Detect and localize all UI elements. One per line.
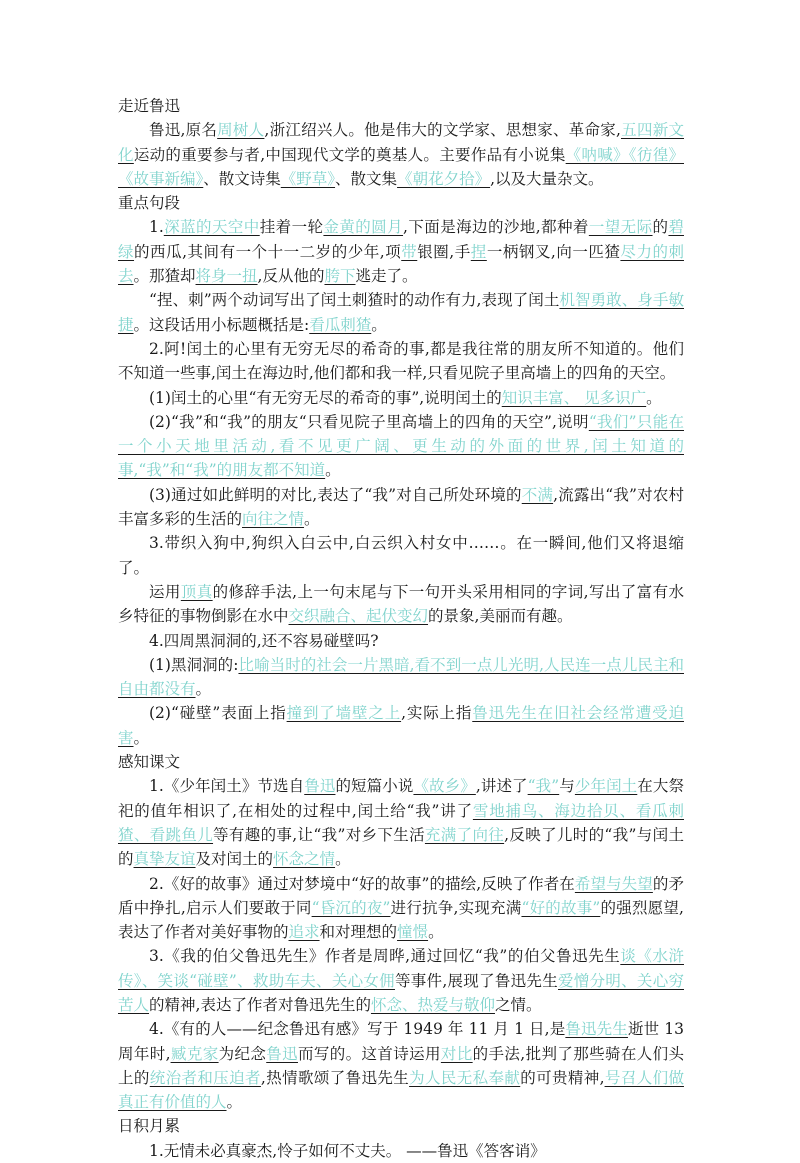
text: 在大祭祀的值年相识了,在相处的过程中,闰土给“我”讲了: [118, 777, 684, 820]
text: 等有趣的事,让“我”对乡下生活: [213, 825, 425, 844]
answer: 追求: [288, 923, 320, 942]
text: 的强烈愿望,表达了作者对美好事物的: [118, 898, 684, 942]
text: ,热情歌颂了鲁迅先生: [260, 1068, 410, 1087]
perceive-item-1: [118, 774, 684, 871]
text: 的短篇小说: [335, 777, 414, 796]
answer: 尽力的刺去: [118, 242, 684, 286]
text: 运用: [149, 582, 181, 601]
text: 。: [646, 388, 662, 407]
text: ,反从他的: [257, 267, 325, 286]
text: “捏、刺”两个动词写出了闰土刺猹时的动作有力,表现了闰土: [149, 291, 560, 310]
answer: 看瓜刺猹: [309, 315, 372, 334]
text: 1.无情未必真豪杰,怜子如何不丈夫。 ——鲁迅《答客诮》: [149, 1141, 546, 1160]
key-item-2-q2: [118, 410, 684, 483]
answer: 不满: [521, 485, 554, 504]
answer: 鲁迅: [304, 777, 336, 796]
answer: 怀念之情: [273, 850, 336, 869]
text: 。: [371, 315, 387, 334]
answer: 五四新文化: [118, 121, 684, 164]
text: 、散文诗集: [203, 169, 281, 188]
answer: 顶真: [180, 582, 213, 601]
answer: 知识丰富、 见多识广: [501, 388, 647, 407]
text: 和对理想的: [319, 923, 398, 942]
text: 。: [304, 510, 320, 529]
text: ,浙江绍兴人。他是伟大的文学家、思想家、革命家,: [264, 121, 621, 140]
text: 运动的重要参与者,中国现代文学的奠基人。主要作品有小说集: [133, 145, 566, 164]
answer: 带: [401, 242, 418, 261]
text: (2)“碰壁”表面上指: [149, 704, 287, 723]
key-item-3-analysis: [118, 580, 684, 629]
perceive-item-2: [118, 872, 684, 945]
document-page: [118, 94, 684, 1163]
answer: 充满了向往: [424, 825, 505, 844]
text: 的手法,批判了那些骑在人们头上的: [118, 1044, 684, 1087]
answer: 周树人: [217, 121, 265, 140]
text: 之情。: [494, 995, 542, 1014]
answer: 真挚友谊: [133, 850, 196, 869]
text: 银圈,手: [417, 242, 471, 261]
text: 。: [428, 923, 444, 942]
text: 。: [325, 461, 341, 480]
text: 2.《好的故事》通过对梦境中“好的故事”的描绘,反映了作者在: [149, 874, 575, 893]
answer: “我们”只能在一个小天地里活动,看不见更广阔、更生动的外面的世界,闰土知道的事,“我”和“我”的朋友都不知道: [118, 412, 684, 480]
key-item-2-q3: [118, 483, 684, 532]
text: (2)“我”和“我”的朋友“只看见院子里高墙上的四角的天空”,说明: [149, 412, 589, 431]
answer: 撞到了墙壁之上: [286, 704, 402, 723]
answer: 《朝花夕拾》: [397, 169, 491, 188]
text: ,反映了儿时的“我”与闰土的: [118, 825, 684, 869]
text: ,流露出“我”对农村丰富多彩的生活的: [118, 485, 685, 529]
text: 。那猹却: [133, 267, 196, 286]
answer: 《野草》: [280, 169, 336, 188]
text: 逝世 13 周年时,: [118, 1020, 684, 1063]
answer: 一望无际: [588, 218, 653, 237]
perceive-item-4: [118, 1017, 684, 1114]
key-item-4-q1: [118, 653, 684, 702]
answer: “我”: [527, 777, 560, 796]
section-title-perceive: 感知课文: [118, 753, 181, 772]
answer: 号召人们做真正有价值的人: [118, 1068, 684, 1112]
answer: 机智勇敢、身手敏捷: [118, 291, 684, 334]
text: 4.《有的人——纪念鲁迅有感》写于 1949 年 11 月 1 日,是: [149, 1020, 566, 1039]
text: 与: [559, 777, 575, 796]
answer: 胯下: [324, 267, 356, 286]
text: 为纪念: [218, 1044, 267, 1063]
text: 的西瓜,其间有一个十一二岁的少年,项: [134, 242, 402, 261]
answer: 《故乡》: [413, 777, 476, 796]
answer: 金黄的圆月: [323, 218, 404, 237]
answer: 臧克家: [170, 1044, 219, 1063]
text: 。: [226, 1093, 243, 1112]
text: 一柄钢叉,向一匹猹: [486, 242, 621, 261]
answer: 憧憬: [397, 923, 429, 942]
answer: 鲁迅先生在旧社会经常遭受迫害: [118, 704, 684, 747]
answer: 比喻当时的社会一片黑暗,看不到一点儿光明,人民连一点儿民主和自由都没有: [118, 655, 684, 699]
text: 1.《少年闰土》节选自: [149, 777, 305, 796]
answer: 鲁迅先生: [565, 1020, 628, 1039]
key-item-4: [118, 629, 684, 653]
text: 。: [335, 850, 351, 869]
perceive-item-3: [118, 944, 684, 1017]
answer: 怀念、热爱与敬仰: [370, 995, 495, 1014]
text: 的: [652, 218, 669, 237]
answer: 希望与失望: [574, 874, 653, 893]
key-item-3: [118, 531, 684, 580]
answer: 将身一扭: [195, 267, 258, 286]
key-item-1-analysis: [118, 288, 684, 337]
text: 。: [195, 680, 212, 699]
answer: 爱憎分明、关心穷苦人: [118, 971, 684, 1014]
intro-paragraph: [118, 118, 684, 191]
text: (1)黑洞洞的:: [149, 655, 239, 674]
answer: 向往之情: [242, 510, 305, 529]
answer: 《呐喊》《彷徨》《故事新编》: [118, 145, 684, 188]
text: 的修辞手法,上一句末尾与下一句开头采用相同的字词,写出了富有水乡特征的事物倒影在水中: [118, 582, 684, 626]
answer: “昏沉的夜”: [311, 898, 391, 917]
key-item-2: [118, 337, 684, 386]
answer: 少年闰土: [574, 777, 638, 796]
key-item-4-q2: [118, 701, 684, 750]
section-title-daily: 日积月累: [118, 1117, 181, 1136]
text: 3.《我的伯父鲁迅先生》作者是周晔,通过回忆“我”的伯父鲁迅先生: [149, 947, 621, 966]
text: 而写的。这首诗运用: [297, 1044, 441, 1063]
answer: 捏: [470, 242, 487, 261]
answer: 统治者和压迫者: [149, 1068, 261, 1087]
text: 。: [133, 728, 150, 747]
daily-item-1: [118, 1139, 684, 1163]
text: 1.: [149, 218, 164, 237]
text: 的可贵精神,: [520, 1068, 605, 1087]
key-item-1: [118, 215, 684, 288]
text: 。这段话用小标题概括是:: [133, 315, 310, 334]
text: ,实际上指: [401, 704, 473, 723]
text: 挂着一轮: [259, 218, 324, 237]
text: 的矛盾中挣扎,启示人们要敢于同: [118, 874, 684, 917]
section-title-key: 重点句段: [118, 194, 181, 213]
answer: 深蓝的天空中: [163, 218, 260, 237]
text: 及对闰土的: [195, 850, 274, 869]
answer: 交织融合、起伏变幻: [288, 607, 429, 626]
text: 等事件,展现了鲁迅先生: [394, 971, 558, 990]
text: 进行抗争,实现充满: [390, 898, 522, 917]
section-title-intro: 走近鲁迅: [118, 97, 181, 115]
text: 逃走了。: [355, 267, 418, 286]
text: ,以及大量杂文。: [490, 169, 604, 188]
text: 3.带织入狗中,狗织入白云中,白云织入村女中……。在一瞬间,他们又将退缩了。: [118, 534, 684, 577]
text: ,下面是海边的沙地,都种着: [403, 218, 589, 237]
text: 2.阿!闰土的心里有无穷无尽的希奇的事,都是我往常的朋友所不知道的。他们不知道一些事,闰土在海边时,他们都和我一样,只看见院子里高墙上的四角的天空。: [118, 339, 684, 383]
text: 的景象,美丽而有趣。: [428, 607, 573, 626]
text: ,讲述了: [475, 777, 528, 796]
text: (1)闰土的心里“有无穷无尽的希奇的事”,说明闰土的: [149, 388, 502, 407]
answer: 雪地捕鸟、海边拾贝、看瓜刺猹、看跳鱼儿: [118, 801, 684, 844]
key-item-2-q1: [118, 386, 684, 410]
answer: 为人民无私奉献: [409, 1068, 521, 1087]
text: 、散文集: [335, 169, 398, 188]
answer: 对比: [440, 1044, 473, 1063]
text: 鲁迅,原名: [149, 121, 218, 140]
answer: 谈《水浒传》、笑谈“碰壁”、救助车夫、关心女佣: [118, 947, 684, 990]
text: 4.四周黑洞洞的,还不容易碰壁吗?: [149, 631, 379, 650]
answer: 碧绿: [118, 218, 684, 261]
text: (3)通过如此鲜明的对比,表达了“我”对自己所处环境的: [149, 485, 522, 504]
text: 的精神,表达了作者对鲁迅先生的: [149, 995, 371, 1014]
answer: 鲁迅: [266, 1044, 298, 1063]
answer: “好的故事”: [521, 898, 601, 917]
